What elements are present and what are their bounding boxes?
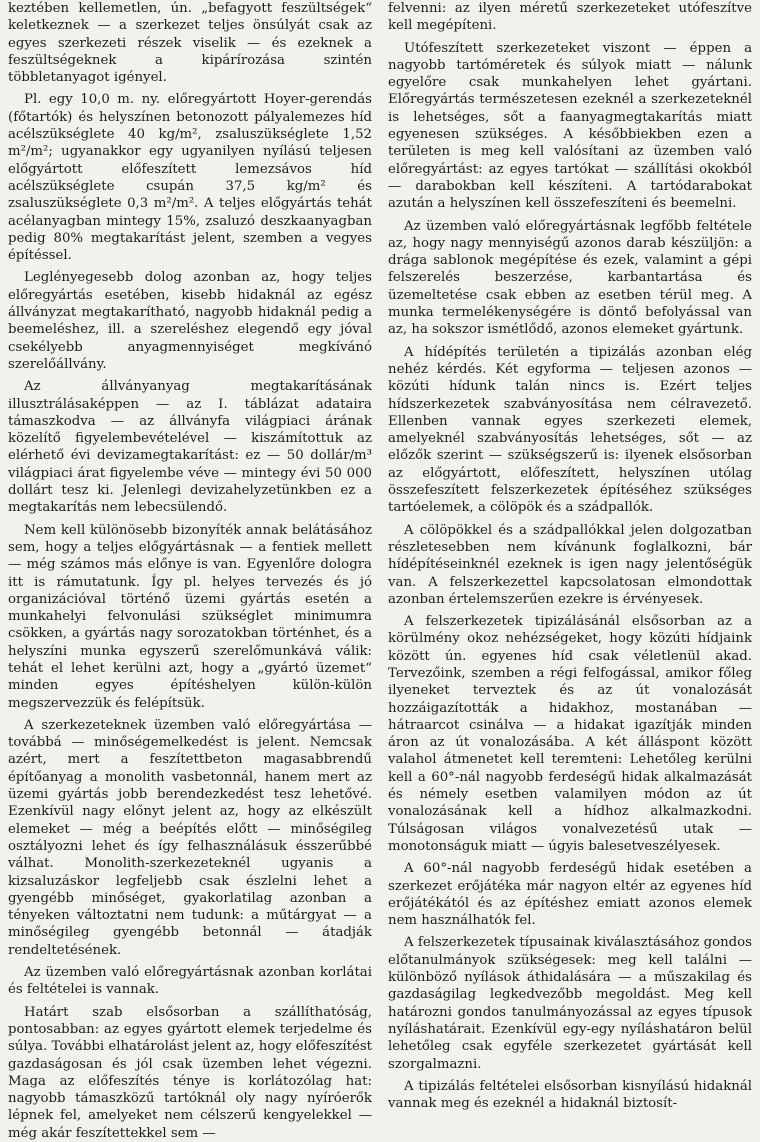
- right-text-column: [388, 0, 752, 1112]
- paragraph: keztében kellemetlen, ún. „befagyott feszültségek“ keletkeznek — a szerkezet teljes önsúlyát csak az egyes szerkezeti részek viselik — és ezeknek a feszültségeknek a kipárírozása szintén többletanyagot igényel.: [8, 1, 372, 86]
- left-text-column: [8, 0, 372, 1141]
- paragraph: A felszerkezetek típusainak kiválasztásához gondos előtanulmányok szükségesek: meg kell találni — különböző nyílások áthidalására — a műszakilag és gazdaságilag legkedvezőbb megoldást. Meg kell határozni gondos tanulmányozással az egyes típusok nyíláshatárait. Ezenkívül egy-egy nyíláshatáron belül lehetőleg csak egyféle szerkezetet gyártását kell szorgalmazni.: [388, 935, 752, 1072]
- paragraph: A felszerkezetek tipizálásánál elsősorban az a körülmény okoz nehézségeket, hogy közúti hídjaink között ún. egyenes híd csak véletlenül akad. Tervezőink, szemben a régi felfogással, amikor főleg ilyeneket terveztek és az út vonalozását hozzáigazították a hidakhoz, mostanában — hátraarcot csinálva — a hidakat igazítják minden áron az út vonalozásába. A két álláspont között valahol átmenetet kell teremteni: Lehetőleg kerülni kell a 60°-nál nagyobb ferdeségű hidak alkalmazását és némely esetben valamilyen módon az út vonalozásának kell a hídhoz alkalmazkodni. Túlságosan világos vonalvezetésű utak — monotonságuk miatt — úgyis balesetveszélyesek.: [388, 614, 752, 854]
- paragraph: Pl. egy 10,0 m. ny. előregyártott Hoyer-gerendás (főtartók) és helyszínen betonozott pályalemezes híd acélszükséglete 40 kg/m², zsaluszükséglete 1,52 m²/m²; ugyanakkor egy ugyanilyen nyílású teljesen előgyártott előfeszített lemezsávos híd acélszükséglete csupán 37,5 kg/m² és zsaluszükséglete 0,3 m²/m². A teljes előgyártás tehát acélanyagban mintegy 15%, zsaluzó deszkaanyagban pedig 80% megtakarítást jelent, szemben a vegyes építéssel.: [8, 92, 372, 264]
- paragraph: Az üzemben való előregyártásnak azonban korlátai és feltételei is vannak.: [8, 965, 372, 998]
- paragraph: Az üzemben való előregyártásnak legfőbb feltétele az, hogy nagy mennyiségű azonos darab készüljön: a drága sablonok megépítése és ezek, valamint a gépi felszerelés beszerzése, karbantartása és üzemeltetése csak ebben az esetben térül meg. A munka termelékenységére is döntő befolyással van az, ha sokszor ismétlődő, azonos elemeket gyártunk.: [388, 218, 752, 338]
- paragraph: A tipizálás feltételei elsősorban kisnyílású hidaknál vannak meg és ezeknél a hidaknál biztosít-: [388, 1078, 752, 1112]
- paragraph: Leglényegesebb dolog azonban az, hogy teljes előregyártás esetében, kisebb hidaknál az egész állványzat megtakarítható, nagyobb hidaknál pedig a beemeléshez, ill. a szereléshez elegendő egy jóval csekélyebb anyagmennyiséget megkívánó szerelőállvány.: [8, 270, 372, 372]
- paragraph: A hídépítés területén a tipizálás azonban elég nehéz kérdés. Két egyforma — teljesen azonos — közúti hídunk talán nincs is. Ezért teljes hídszerkezetek szabványosítása nem célravezető. Ellenben vannak egyes szerkezeti elemek, amelyeknél szabványosítás lehetséges, sőt — az előzők szerint — szükségszerű is: ilyenek elsősorban az előgyártott, előfeszített, helyszínen utólag összefeszített felszerkezetek építéséhez szükséges tartóelemek, a cölöpök és a szádpallók.: [388, 344, 752, 516]
- paragraph: Nem kell különösebb bizonyíték annak belátásához sem, hogy a teljes előgyártásnak — a fentiek mellett — még számos más előnye is van. Egyenlőre dologra itt is rámutatunk. Így pl. helyes tervezés és jó organizációval történő üzemi gyártás esetén a munkahelyi felvonulási szükséglet minimumra csökken, a gyártás nagy sorozatokban történhet, és a helyszíni munka egyszerű szerelőmunkává válik: tehát el lehet kerülni azt, hogy a „gyártó üzemet“ minden egyes építéshelyen külön-külön megszervezzük és felépítsük.: [8, 522, 372, 711]
- paragraph: felvenni: az ilyen méretű szerkezeteket utófeszítve kell megépíteni.: [388, 1, 752, 34]
- paragraph: Az állványanyag megtakarításának illusztrálásaképpen — az I. táblázat adataira támaszkodva — az állványfa világpiaci árának közelítő figyelembevételével — kiszámítottuk az elérhető évi devizamegtakarítást: ez — 50 dollár/m³ világpiaci árat figyelembe véve — mintegy évi 50 000 dollárt tesz ki. Jelenlegi devizahelyzetünkben ez a megtakarítás nem lebecsülendő.: [8, 379, 372, 516]
- paragraph: A cölöpökkel és a szádpallókkal jelen dolgozatban részletesebben nem kívánunk foglalkozni, bár hídépítéseinknél ezeknek is igen nagy jelentőségük van. A felszerkezettel kapcsolatosan elmondottak azonban értelemszerűen ezekre is érvényesek.: [388, 522, 752, 607]
- paragraph: Határt szab elsősorban a szállíthatóság, pontosabban: az egyes gyártott elemek terjedelme és súlya. További elhatárolást jelent az, hogy előfeszítést gazdaságosan és jól csak üzemben lehet végezni. Maga az előfeszítés ténye is korlátozólag hat: nagyobb támaszközű tartóknál oly nagy nyíróerők lépnek fel, amelyeket nem célszerű kengyelekkel — még akár feszítettekkel sem —: [8, 1004, 372, 1141]
- paragraph: Utófeszített szerkezeteket viszont — éppen a nagyobb tartóméretek és súlyok miatt — nálunk egyelőre csak munkahelyen lehet gyártani. Előregyártás természetesen ezeknél a szerkezeteknél is lehetséges, sőt a faanyagmegtakarítás miatt egyenesen szükséges. A későbbiekben ezen a területen is meg kell valósítani az üzemben való előregyártást: az egyes tartókat — szállítási okokból — darabokban kell készíteni. A tartódarabokat azután a helyszínen kell összefeszíteni és beemelni.: [388, 40, 752, 212]
- paragraph: A szerkezeteknek üzemben való előregyártása — továbbá — minőségemelkedést is jelent. Nemcsak azért, mert a feszítettbeton magasabbrendű építőanyag a monolith vasbetonnál, hanem mert az üzemi gyártás jobb berendezkedést tesz lehetővé. Ezenkívül nagy előnyt jelent az, hogy az elkészült elemeket — még a beépítés előtt — minőségileg osztályozni lehet és így felhasználásuk ésszerűbbé válhat. Monolith-szerkezeteknél ugyanis a kizsaluzáskor legfeljebb csak észlelni lehet a gyengébb minőséget, gyakorlatilag azonban a tényeken változtatni nem tudunk: a műtárgyat — a minőségileg gyengébb betonnál — átadják rendeltetésének.: [8, 717, 372, 958]
- paragraph: A 60°-nál nagyobb ferdeségű hidak esetében a szerkezet erőjátéka már nagyon eltér az egyenes híd erőjátékától és az építéshez emiatt azonos elemek nem használhatók fel.: [388, 861, 752, 929]
